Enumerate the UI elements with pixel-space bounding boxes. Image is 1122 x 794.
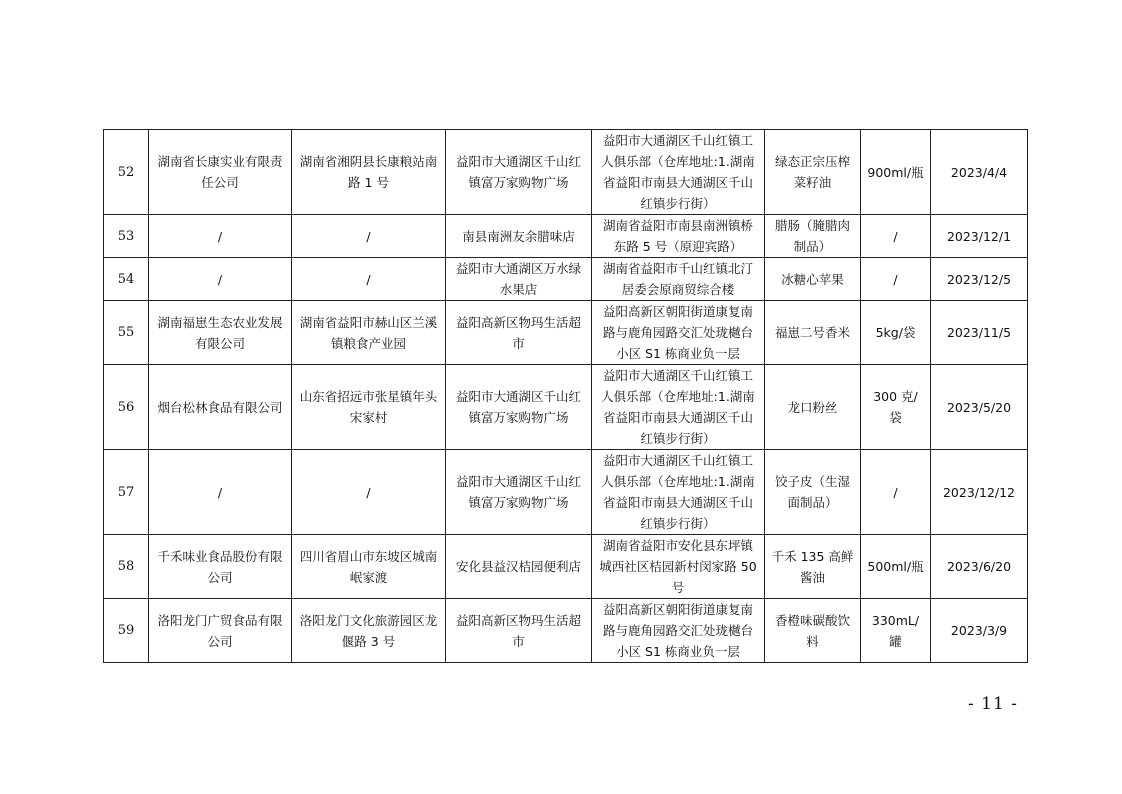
producer-name: / xyxy=(149,215,292,258)
table-row xyxy=(104,450,1028,535)
production-date: 2023/3/9 xyxy=(931,599,1028,663)
producer-address: / xyxy=(292,215,446,258)
producer-name: 湖南福崽生态农业发展有限公司 xyxy=(149,301,292,365)
producer-name: 千禾味业食品股份有限公司 xyxy=(149,535,292,599)
seller-name: 安化县益汉桔园便利店 xyxy=(446,535,592,599)
product-name: 腊肠（腌腊肉制品） xyxy=(765,215,861,258)
seller-address: 湖南省益阳市南县南洲镇桥东路 5 号（原迎宾路） xyxy=(592,215,765,258)
table-row xyxy=(104,599,1028,663)
table-row xyxy=(104,215,1028,258)
production-date: 2023/12/5 xyxy=(931,258,1028,301)
row-number: 59 xyxy=(104,599,149,663)
row-number: 54 xyxy=(104,258,149,301)
table-row xyxy=(104,130,1028,215)
seller-name: 南县南洲友余腊味店 xyxy=(446,215,592,258)
row-number: 53 xyxy=(104,215,149,258)
production-date: 2023/12/1 xyxy=(931,215,1028,258)
producer-name: 洛阳龙门广贸食品有限公司 xyxy=(149,599,292,663)
seller-address: 益阳市大通湖区千山红镇工人俱乐部（仓库地址:1.湖南省益阳市南县大通湖区千山红镇步行街） xyxy=(592,130,765,215)
seller-name: 益阳市大通湖区千山红镇富万家购物广场 xyxy=(446,130,592,215)
row-number: 55 xyxy=(104,301,149,365)
product-name: 福崽二号香米 xyxy=(765,301,861,365)
seller-address: 湖南省益阳市安化县东坪镇城西社区桔园新村闵家路 50 号 xyxy=(592,535,765,599)
seller-address: 湖南省益阳市千山红镇北汀居委会原商贸综合楼 xyxy=(592,258,765,301)
production-date: 2023/11/5 xyxy=(931,301,1028,365)
product-spec: 500ml/瓶 xyxy=(861,535,931,599)
row-number: 52 xyxy=(104,130,149,215)
table-row xyxy=(104,365,1028,450)
production-date: 2023/6/20 xyxy=(931,535,1028,599)
product-spec: / xyxy=(861,215,931,258)
seller-name: 益阳市大通湖区千山红镇富万家购物广场 xyxy=(446,365,592,450)
table-row xyxy=(104,258,1028,301)
table-row xyxy=(104,301,1028,365)
production-date: 2023/5/20 xyxy=(931,365,1028,450)
producer-name: 烟台松林食品有限公司 xyxy=(149,365,292,450)
row-number: 57 xyxy=(104,450,149,535)
product-name: 龙口粉丝 xyxy=(765,365,861,450)
seller-address: 益阳高新区朝阳街道康复南路与鹿角园路交汇处珑樾台小区 S1 栋商业负一层 xyxy=(592,301,765,365)
seller-address: 益阳高新区朝阳街道康复南路与鹿角园路交汇处珑樾台小区 S1 栋商业负一层 xyxy=(592,599,765,663)
production-date: 2023/12/12 xyxy=(931,450,1028,535)
producer-name: / xyxy=(149,258,292,301)
producer-address: 四川省眉山市东坡区城南岷家渡 xyxy=(292,535,446,599)
product-spec: / xyxy=(861,258,931,301)
product-name: 绿态正宗压榨菜籽油 xyxy=(765,130,861,215)
product-name: 千禾 135 高鲜酱油 xyxy=(765,535,861,599)
seller-address: 益阳市大通湖区千山红镇工人俱乐部（仓库地址:1.湖南省益阳市南县大通湖区千山红镇步行街） xyxy=(592,365,765,450)
producer-address: 山东省招远市张星镇年头宋家村 xyxy=(292,365,446,450)
product-name: 饺子皮（生湿面制品） xyxy=(765,450,861,535)
product-spec: 300 克/袋 xyxy=(861,365,931,450)
product-name: 冰糖心苹果 xyxy=(765,258,861,301)
product-spec: 330mL/罐 xyxy=(861,599,931,663)
producer-name: 湖南省长康实业有限责任公司 xyxy=(149,130,292,215)
row-number: 56 xyxy=(104,365,149,450)
product-name: 香橙味碳酸饮料 xyxy=(765,599,861,663)
sampling-results-table xyxy=(103,129,1028,663)
producer-address: 洛阳龙门文化旅游园区龙偃路 3 号 xyxy=(292,599,446,663)
producer-name: / xyxy=(149,450,292,535)
page-number: - 11 - xyxy=(968,694,1018,714)
product-spec: 5kg/袋 xyxy=(861,301,931,365)
seller-name: 益阳市大通湖区万水绿水果店 xyxy=(446,258,592,301)
seller-address: 益阳市大通湖区千山红镇工人俱乐部（仓库地址:1.湖南省益阳市南县大通湖区千山红镇步行街） xyxy=(592,450,765,535)
producer-address: 湖南省湘阴县长康粮站南路 1 号 xyxy=(292,130,446,215)
table-row xyxy=(104,535,1028,599)
seller-name: 益阳市大通湖区千山红镇富万家购物广场 xyxy=(446,450,592,535)
seller-name: 益阳高新区物玛生活超市 xyxy=(446,599,592,663)
product-spec: / xyxy=(861,450,931,535)
producer-address: / xyxy=(292,258,446,301)
producer-address: 湖南省益阳市赫山区兰溪镇粮食产业园 xyxy=(292,301,446,365)
row-number: 58 xyxy=(104,535,149,599)
product-spec: 900ml/瓶 xyxy=(861,130,931,215)
seller-name: 益阳高新区物玛生活超市 xyxy=(446,301,592,365)
production-date: 2023/4/4 xyxy=(931,130,1028,215)
producer-address: / xyxy=(292,450,446,535)
